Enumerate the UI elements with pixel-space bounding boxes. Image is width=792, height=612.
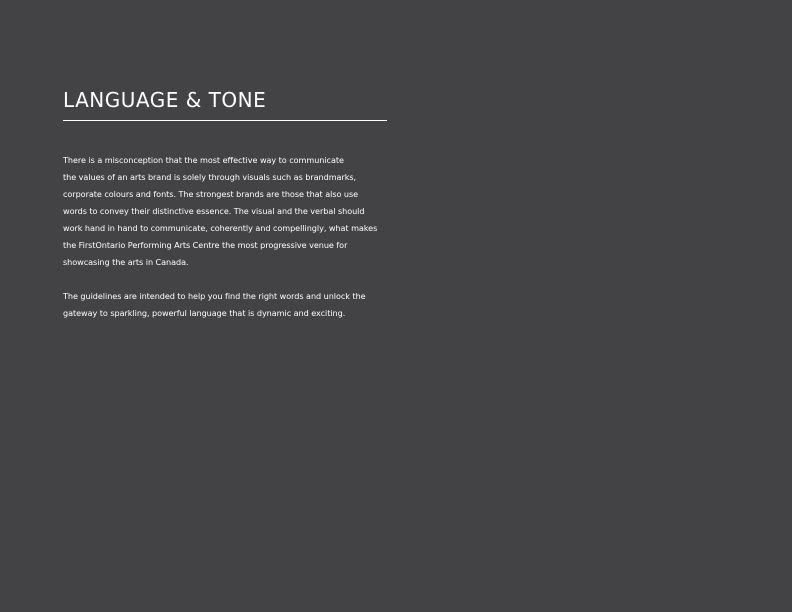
paragraph-line: words to convey their distinctive essence. The visual and the verbal should <box>63 206 365 216</box>
paragraph-line: There is a misconception that the most effective way to communicate <box>63 155 344 165</box>
section-heading: LANGUAGE & TONE <box>63 88 267 112</box>
guidelines-paragraph <box>63 288 403 322</box>
paragraph-line: work hand in hand to communicate, coherently and compellingly, what makes <box>63 223 378 233</box>
heading-divider <box>63 120 387 121</box>
paragraph-line: the values of an arts brand is solely through visuals such as brandmarks, <box>63 172 357 182</box>
paragraph-line: the FirstOntario Performing Arts Centre the most progressive venue for <box>63 240 348 250</box>
paragraph-line: corporate colours and fonts. The strongest brands are those that also use <box>63 189 359 199</box>
paragraph-line: gateway to sparkling, powerful language that is dynamic and exciting. <box>63 308 346 318</box>
paragraph-line: showcasing the arts in Canada. <box>63 257 189 267</box>
intro-paragraph <box>63 152 403 271</box>
body-text <box>63 152 403 339</box>
paragraph-line: The guidelines are intended to help you find the right words and unlock the <box>63 291 366 301</box>
